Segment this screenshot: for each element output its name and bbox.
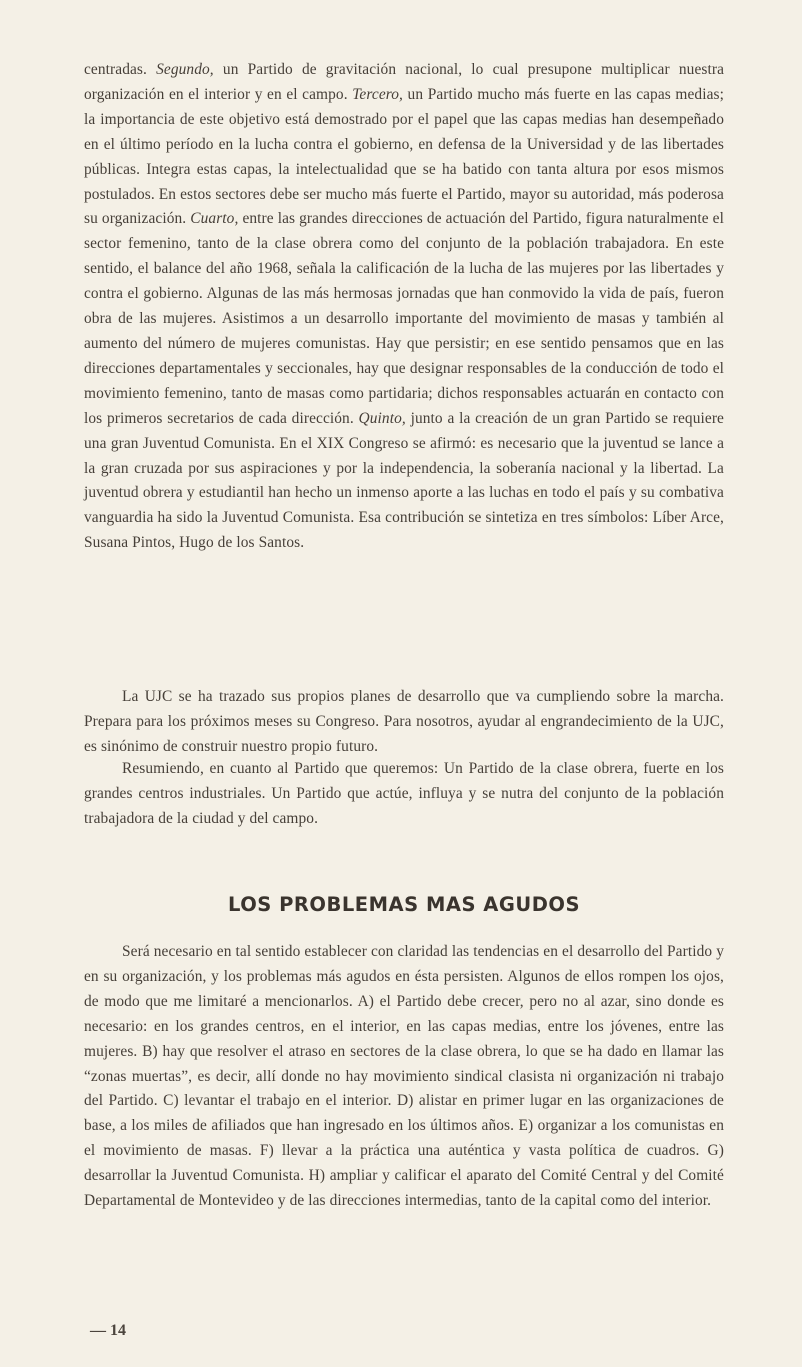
ordinal-label: Quinto, — [358, 409, 406, 427]
body-paragraph-4 — [84, 940, 724, 1214]
ordinal-label: Segundo, — [156, 61, 214, 78]
paragraph-text: junto a la creación de un gran Partido se requiere una gran Juventud Comunista. En el XIX Congreso se afirmó: es necesario que la juventud se lance a la gran cruzada por sus aspiraciones y por la independencia, la soberanía nacional y la libertad. La juventud obrera y estudiantil han hecho un inmenso aporte a las luchas en todo el país y su combativa vanguardia ha sido la Juventud Comunista. Esa contribución se sintetiza en tres símbolos: Líber Arce, Susana Pintos, Hugo de los Santos. — [84, 409, 724, 552]
paragraph-text: centradas. — [84, 61, 157, 78]
paragraph-text: un Partido de gravitación nacional, lo cual presupone multiplicar nuestra organización en el interior y en el campo. — [84, 61, 725, 103]
page-number: — 14 — [90, 1322, 126, 1339]
body-paragraph-1 — [84, 58, 724, 556]
section-heading: LOS PROBLEMAS MAS AGUDOS — [227, 893, 581, 916]
paragraph-text: Será necesario en tal sentido establecer con claridad las tendencias en el desarrollo del Partido y en su organización, y los problemas más agudos en ésta persisten. Algunos de ellos rompen los ojos, de modo que me limitaré a mencionarlos. A) el Partido debe crecer, pero no al azar, sino donde es necesario: en los grandes centros, en el interior, en las capas medias, entre los jóvenes, entre las mujeres. B) hay que resolver el atraso en sectores de la clase obrera, lo que se ha dado en llamar las “zonas muertas”, es decir, allí donde no hay movimiento sindical clasista ni organización ni trabajo del Partido. C) levantar el trabajo en el interior. D) alistar en primer lugar en las organizaciones de base, a los miles de afiliados que han ingresado en los últimos años. E) organizar a los comunistas en el movimiento de masas. F) llevar a la práctica una auténtica y vasta política de cuadros. G) desarrollar la Juventud Comunista. H) ampliar y calificar el aparato del Comité Central y del Comité Departamental de Montevideo y de las direcciones intermedias, tanto de la capital como del interior. — [84, 943, 724, 1210]
paragraph-text: un Partido mucho más fuerte en las capas medias; la importancia de este objetivo está demostrado por el papel que las capas medias han desempeñado en el último período en la lucha contra el gobierno, en defensa de la Universidad y de las libertades públicas. Integra estas capas, la intelectualidad que se ha batido con tanta altura por esos mismos postulados. En estos sectores debe ser mucho más fuerte el Partido, mayor su autoridad, más poderosa su organización. — [84, 85, 724, 228]
ordinal-label: Cuarto, — [190, 210, 239, 228]
paragraph-text: Resumiendo, en cuanto al Partido que queremos: Un Partido de la clase obrera, fuerte en los grandes centros industriales. Un Partido que actúe, influya y se nutra del conjunto de la población trabajadora de la ciudad y del campo. — [84, 760, 724, 827]
body-paragraph-3 — [84, 757, 724, 832]
body-paragraph-2 — [84, 685, 724, 760]
paragraph-text: La UJC se ha trazado sus propios planes de desarrollo que va cumpliendo sobre la marcha. Prepara para los próximos meses su Congreso. Para nosotros, ayudar al engrandecimiento de la UJC, es sinónimo de construir nuestro propio futuro. — [84, 688, 724, 755]
ordinal-label: Tercero, — [352, 85, 404, 103]
paragraph-text: entre las grandes direcciones de actuación del Partido, figura naturalmente el sector femenino, tanto de la clase obrera como del conjunto de la población trabajadora. En este sentido, el balance del año 1968, señala la calificación de la lucha de las mujeres por las libertades y contra el gobierno. Algunas de las más hermosas jornadas que han conmovido la vida de país, fueron obra de las mujeres. Asistimos a un desarrollo importante del movimiento de masas y también al aumento del número de mujeres comunistas. Hay que persistir; en ese sentido pensamos que en las direcciones departamentales y seccionales, hay que designar responsables de la conducción de todo el movimiento femenino, tanto de masas como partidaria; dichos responsables actuarán en contacto con los primeros secretarios de cada dirección. — [84, 210, 724, 427]
